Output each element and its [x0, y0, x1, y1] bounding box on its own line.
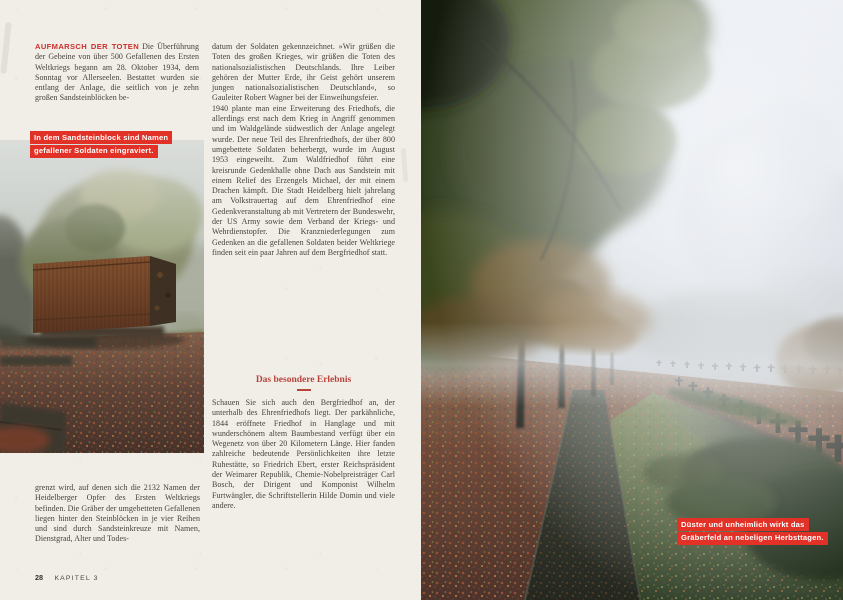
page-number: 28 — [35, 573, 43, 582]
paragraph-text: datum der Soldaten gekennzeichnet. »Wir grüßen die Toten des großen Krieges, wir grüßen die Toten des nationalsozialistischen Deutschlands. Ihre Leiber gehören der Mutter Erde, ihr Geist gehört unserem jungen nationalsozialistischen Deutschland«, so Gauleiter Robert Wagner bei der Einweihungsfeier. — [212, 42, 395, 103]
heading-rule — [297, 389, 311, 391]
column2-special-paragraph: Schauen Sie sich auch den Bergfriedhof an, der unterhalb des Ehrenfriedhofs liegt. Der parkähnliche, 1844 eröffnete Friedhof in Hanglage und mit wunderschönem altem Baumbestand verfügt über ein Wegenetz von über 20 Kilometern Länge. Hier fanden zahlreiche bedeutende Persönlichkeiten ihre letzte Ruhestätte, so Friedrich Ebert, erster Reichspräsident der Weimarer Republik, Chemie-Nobelpreisträger Carl Bosch, der Dirigent und Komponist Wilhelm Furtwängler, die Schriftstellerin Hilde Domin und viele andere. — [212, 398, 395, 510]
column1-intro-paragraph — [35, 42, 199, 104]
heading-text: Das besondere Erlebnis — [255, 375, 352, 385]
left-photo-sandstone-block — [0, 140, 204, 453]
right-photo-grave-field — [421, 0, 843, 600]
column1-continuation-paragraph: grenzt wird, auf denen sich die 2132 Namen der Heidelberger Opfer des Ersten Weltkriegs befinden. Die Gräber der umgebetteten Gefallenen liegen hinter den Steinblöcken in je vier Reihen und sind durch Sandsteinkreuze mit Namen, Dienstgrad, Alter und Todes- — [35, 483, 200, 544]
page-footer — [35, 567, 99, 585]
paper-texture-mark — [0, 22, 11, 74]
sandstone-block — [25, 256, 185, 349]
left-photo-caption — [30, 131, 172, 159]
chapter-label: KAPITEL 3 — [54, 575, 99, 582]
paragraph-text: 1940 plante man eine Erweiterung des Friedhofs, die allerdings erst nach dem Krieg in Angriff genommen und im Waldgelände südwestlich der Anlage angelegt wurde. Der neue Teil des Ehrenfriedhofs, der über 800 umgebettete Soldaten beherbergt, wurde im August 1953 eingeweiht. Zum Waldfriedhof führt eine kreisrunde Gedenkhalle ohne Dach aus Sandstein mit einem Relief des Erzengels Michael, der mit einem Drachen kämpft. Die Stadt Heidelberg hielt jahrelang am Volkstrauertag auf dem Ehrenfriedhof eine Gedenkveranstaltung ab mit Vertretern der Bundeswehr, der US Army sowie dem Verband der Kriegs- und Wehrdienstopfer. Die Kranzniederlegungen zum Gedenken an die gefallenen Soldaten beider Weltkriege finden seit ein paar Jahren auf dem Bergfriedhof statt. — [212, 103, 395, 257]
caption-line: Gräberfeld an nebeligen Herbsttagen. — [677, 532, 828, 545]
column2-text-block — [212, 42, 395, 258]
sandstone-photo-illustration — [0, 140, 204, 453]
caption-line: In dem Sandsteinblock sind Namen — [30, 131, 172, 144]
right-photo-caption — [677, 518, 828, 546]
special-experience-heading — [212, 375, 395, 391]
fog-veil — [421, 0, 843, 600]
article-kicker: AUFMARSCH DER TOTEN — [35, 42, 140, 51]
caption-line: Düster und unheimlich wirkt das — [677, 518, 809, 531]
paper-texture-mark — [401, 148, 408, 182]
grave-field-illustration — [421, 0, 843, 600]
paragraph-text: Die Überführung der Gebeine von über 500 Gefallenen des Ersten Weltkriegs begann am 28. Oktober 1934, dem Sonntag vor Allerseelen. Bestattet wurden sie entlang der Anlage, die seitlich von je zehn großen Sandsteinblöcken be- — [35, 42, 199, 103]
caption-line: gefallener Soldaten eingraviert. — [30, 145, 158, 158]
